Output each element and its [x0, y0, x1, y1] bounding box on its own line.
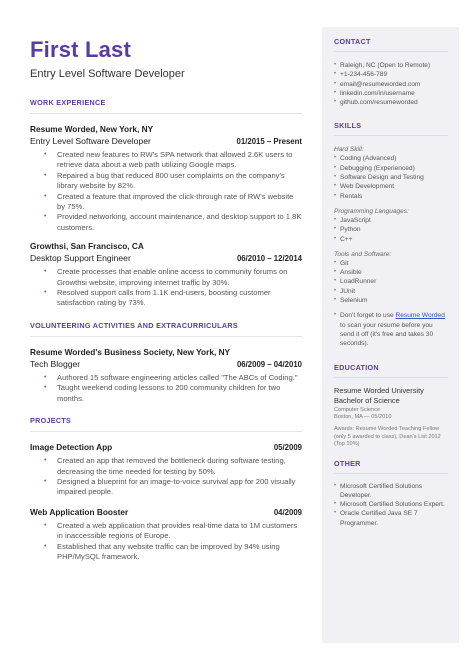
list-item: • Ansible: [334, 268, 448, 277]
list-item: • Microsoft Certified Solutions Expert.: [334, 500, 448, 509]
contact-github[interactable]: • github.com/resumeworded: [334, 98, 448, 107]
list-item: • Selenium: [334, 296, 448, 305]
project-entry: [30, 442, 302, 498]
list-item: • Resolved support calls from 1.1K end-users, boosting customer satisfaction rating by 73%.: [30, 288, 302, 309]
work-experience-section: [30, 98, 302, 309]
project-date: 05/2009: [273, 443, 302, 453]
volunteer-role: Tech Blogger: [30, 358, 81, 369]
section-title-other: OTHER: [334, 458, 361, 468]
skills-list: [334, 216, 448, 244]
list-item: • Designed a blueprint for an image-to-voice survival app for 200 visually impaired people.: [30, 477, 302, 498]
list-item: • Coding (Advanced): [334, 154, 448, 163]
volunteer-org: Resume Worded's Business Society, New York, NY: [30, 346, 231, 357]
contact-email[interactable]: • email@resumeworded.com: [334, 80, 448, 89]
work-company: Growthsi, San Francisco, CA: [30, 241, 144, 252]
work-role: Entry Level Software Developer: [30, 136, 151, 146]
divider: [30, 113, 302, 114]
work-entry: [30, 124, 302, 233]
work-role: Desktop Support Engineer: [30, 253, 131, 264]
list-item: • Created an app that removed the bottleneck during software testing, decreasing the time needed for testing by 50%.: [30, 456, 302, 477]
section-title-education: EDUCATION: [334, 362, 379, 372]
list-item: • Created a web application that provides real-time data to 1M customers in inaccessible regions of Europe.: [30, 521, 302, 542]
volunteering-section: [30, 321, 302, 404]
list-item: • JavaScript: [334, 216, 448, 225]
divider: [334, 51, 448, 52]
divider: [30, 336, 302, 337]
tip-suffix: to scan your resume before you send it off (it's free and takes 30 seconds).: [340, 321, 434, 348]
contact-phone: • +1-234-456-789: [334, 70, 448, 79]
work-date: 06/2010 – 12/2014: [236, 254, 302, 264]
candidate-name: First Last: [30, 37, 132, 62]
main-column: [30, 38, 302, 562]
list-item: • Python: [334, 225, 448, 234]
projects-section: [30, 416, 302, 562]
section-title-contact: CONTACT: [334, 37, 371, 46]
education-degree: Bachelor of Science: [334, 395, 400, 405]
other-list: [334, 482, 448, 528]
candidate-title: Entry Level Software Developer: [30, 68, 185, 80]
education-entry: [334, 386, 448, 449]
skills-group-label: Hard Skill:: [334, 146, 364, 154]
list-item: • Software Design and Testing: [334, 173, 448, 182]
list-item: • Provided networking, account maintenance, and desktop support to 1.8K customers.: [30, 212, 302, 233]
list-item: • Rentals: [334, 192, 448, 201]
contact-list: [334, 61, 448, 107]
project-name: Image Detection App: [30, 442, 113, 453]
list-item: • Taught weekend coding lessons to 200 community children for two months.: [30, 383, 302, 404]
resume-worded-link[interactable]: Resume Worded: [395, 312, 445, 320]
education-school: Resume Worded University: [334, 385, 424, 395]
list-item: [334, 311, 448, 348]
project-entry: [30, 507, 302, 563]
list-item: • Debugging (Experienced): [334, 164, 448, 173]
list-item: • Authored 15 software engineering articles called "The ABCs of Coding.": [30, 373, 302, 383]
education-field: Computer Science: [334, 406, 381, 413]
work-date: 01/2015 – Present: [236, 137, 302, 146]
resume-tip: [334, 311, 448, 348]
project-name: Web Application Booster: [30, 506, 129, 517]
work-company: Resume Worded, New York, NY: [30, 124, 154, 134]
contact-location: • Raleigh, NC (Open to Remote): [334, 61, 448, 70]
section-title-volunteering: VOLUNTEERING ACTIVITIES AND EXTRACURRICULARS: [30, 320, 238, 330]
list-item: • Repaired a bug that reduced 800 user complaints on the company's library website by 82%.: [30, 171, 302, 192]
education-awards: Awards: Resume Worded Teaching Fellow (only 5 awarded to class), Dean's List 2012 (Top 10%): [334, 426, 441, 448]
section-title-work: WORK EXPERIENCE: [30, 98, 106, 107]
list-item: • Established that any website traffic can be improved by 94% using PHP/MySQL framework.: [30, 542, 302, 563]
list-item: • JUnit: [334, 287, 448, 296]
project-date: 04/2009: [273, 507, 302, 517]
section-title-projects: PROJECTS: [30, 416, 72, 426]
list-item: • Created a feature that improved the click-through rate of RW's website by 75%.: [30, 192, 302, 213]
skills-list: [334, 259, 448, 305]
volunteer-entry: [30, 347, 302, 404]
list-item: • Oracle Certified Java SE 7 Programmer.: [334, 509, 448, 528]
volunteer-date: 06/2009 – 04/2010: [236, 359, 302, 369]
list-item: • Git: [334, 259, 448, 268]
section-title-skills: SKILLS: [334, 121, 362, 131]
list-item: • Microsoft Certified Solutions Developer.: [334, 482, 448, 501]
divider: [334, 135, 448, 136]
list-item: • LoadRunner: [334, 277, 448, 286]
work-entry: [30, 241, 302, 309]
skills-list: [334, 154, 448, 200]
list-item: • Web Development: [334, 182, 448, 191]
list-item: • C++: [334, 235, 448, 244]
education-location-date: Boston, MA — 05/2010: [334, 413, 392, 420]
tip-prefix: Don't forget to use: [340, 312, 396, 320]
contact-linkedin[interactable]: • linkedin.com/in/username: [334, 89, 448, 98]
skills-group-label: Tools and Software:: [334, 250, 392, 258]
divider: [334, 473, 448, 474]
skills-group-label: Programming Languages:: [334, 207, 409, 215]
divider: [334, 377, 448, 378]
divider: [30, 431, 302, 432]
list-item: • Create processes that enable online access to community forums on Growthsi website, improving internet traffic by 30%.: [30, 267, 302, 288]
list-item: • Created new features to RW's SPA network that allowed 2.6K users to retrieve data about a web path utilizing Google maps.: [30, 150, 302, 171]
sidebar: [322, 27, 459, 643]
